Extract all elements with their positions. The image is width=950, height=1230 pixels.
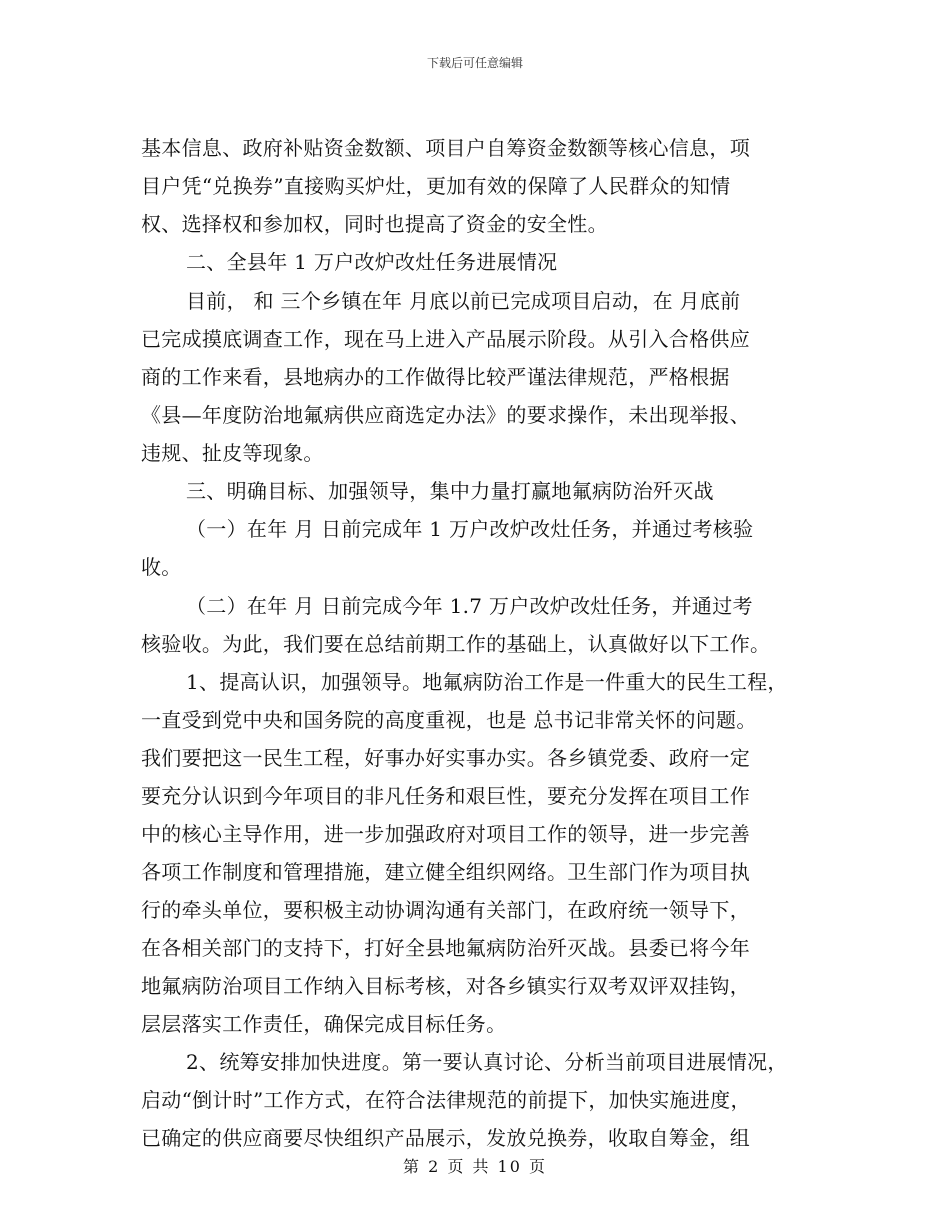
text-line: 权、选择权和参加权，同时也提高了资金的安全性。	[141, 212, 608, 236]
text-line: 已完成摸底调查工作，现在马上进入产品展示阶段。从引入合格供应	[141, 327, 750, 351]
text-line: 收。	[141, 555, 182, 579]
text-line: 层层落实工作责任，确保完成目标任务。	[141, 1012, 507, 1036]
text-line: 违规、扯皮等现象。	[141, 441, 324, 465]
text-line: 在各相关部门的支持下，打好全县地氟病防治歼灭战。县委已将今年	[141, 936, 750, 960]
text-line: （二）在年 月 日前完成今年 1.7 万户改炉改灶任务，并通过考	[186, 594, 753, 618]
text-line: （一）在年 月 日前完成年 1 万户改炉改灶任务，并通过考核验	[186, 517, 754, 541]
section-heading: 二、全县年 1 万户改炉改灶任务进展情况	[186, 250, 558, 274]
text-line: 商的工作来看，县地病办的工作做得比较严谨法律规范，严格根据	[141, 365, 730, 389]
text-line: 一直受到党中央和国务院的高度重视，也是 总书记非常关怀的问题。	[141, 708, 757, 732]
text-line: 各项工作制度和管理措施，建立健全组织网络。卫生部门作为项目执	[141, 860, 750, 884]
page-footer: 第 2 页 共 10 页	[403, 1157, 547, 1176]
page-header: 下载后可任意编辑	[426, 56, 523, 70]
text-line: 启动“倒计时”工作方式，在符合法律规范的前提下，加快实施进度，	[141, 1088, 751, 1112]
text-line: 目前， 和 三个乡镇在年 月底以前已完成项目启动，在 月底前	[186, 289, 741, 313]
text-line: 要充分认识到今年项目的非凡任务和艰巨性，要充分发挥在项目工作	[141, 784, 750, 808]
section-heading: 三、明确目标、加强领导，集中力量打赢地氟病防治歼灭战	[186, 479, 714, 503]
text-line: 核验收。为此，我们要在总结前期工作的基础上，认真做好以下工作。	[141, 632, 771, 656]
text-line: 基本信息、政府补贴资金数额、项目户自筹资金数额等核心信息，项	[141, 136, 750, 160]
text-line: 地氟病防治项目工作纳入目标考核，对各乡镇实行双考双评双挂钩，	[141, 974, 750, 998]
text-line: 1、提高认识，加强领导。地氟病防治工作是一件重大的民生工程，	[186, 670, 788, 694]
text-line: 目户凭“兑换券”直接购买炉灶，更加有效的保障了人民群众的知情	[141, 174, 731, 198]
text-line: 我们要把这一民生工程，好事办好实事办实。各乡镇党委、政府一定	[141, 746, 750, 770]
text-line: 2、统筹安排加快进度。第一要认真讨论、分析当前项目进展情况，	[186, 1050, 788, 1074]
text-line: 已确定的供应商要尽快组织产品展示，发放兑换券，收取自筹金，组	[141, 1126, 750, 1150]
text-line: 行的牵头单位，要积极主动协调沟通有关部门，在政府统一领导下，	[141, 898, 750, 922]
text-line: 《县—年度防治地氟病供应商选定办法》的要求操作，未出现举报、	[141, 403, 750, 427]
text-line: 中的核心主导作用，进一步加强政府对项目工作的领导，进一步完善	[141, 822, 750, 846]
